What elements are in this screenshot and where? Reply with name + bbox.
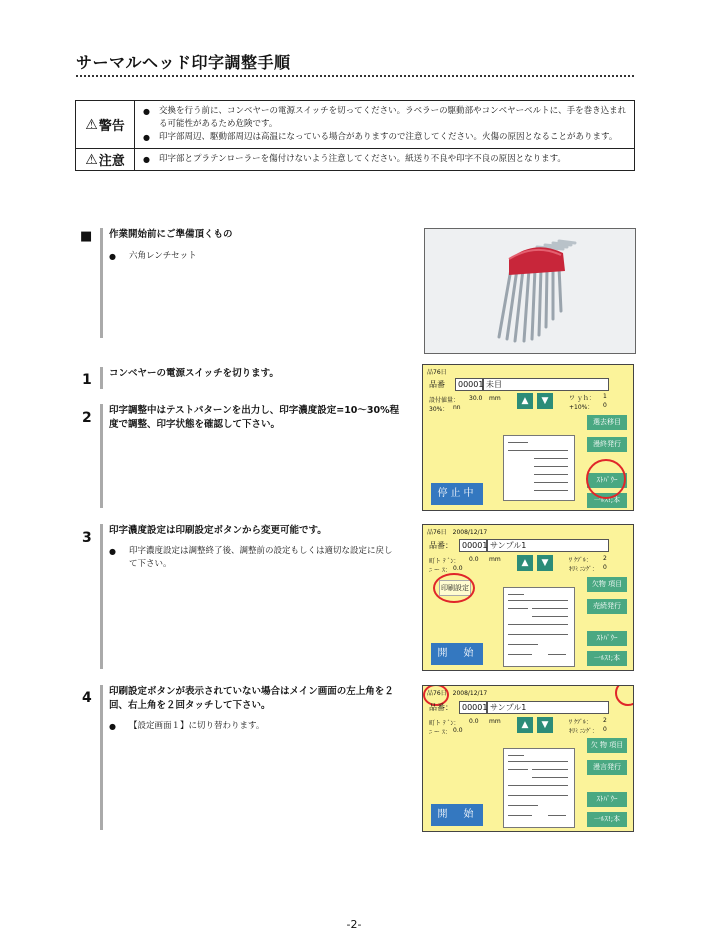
counter-value: 1 bbox=[603, 393, 607, 400]
issue-button[interactable]: 漫言発行 bbox=[587, 760, 627, 775]
highlight-circle-right bbox=[615, 685, 634, 706]
warning-triangle-icon: ⚠ bbox=[85, 116, 98, 133]
touch-screen-start bbox=[422, 524, 634, 671]
product-name-field[interactable]: 未目 bbox=[483, 378, 609, 391]
step-number: 1 bbox=[82, 372, 92, 388]
step-number: 2 bbox=[82, 410, 92, 426]
prep-bullet: ● 六角レンチセット bbox=[109, 251, 197, 261]
setting-label: 30%： bbox=[429, 406, 449, 413]
issue-button[interactable]: 漫終発行 bbox=[587, 437, 627, 452]
counter-label: ﾜ ｸﾌﾞﾙ： bbox=[569, 557, 592, 564]
setting-label: 町ト ﾃ ﾞﾝ： bbox=[429, 720, 460, 727]
setting-value: 0.0 bbox=[453, 727, 463, 734]
setting-value: 30.0 bbox=[469, 395, 483, 402]
issue-button[interactable]: 売続発行 bbox=[587, 599, 627, 614]
hex-wrench-photo bbox=[424, 228, 636, 354]
down-arrow-button[interactable]: ▼ bbox=[537, 555, 553, 571]
caution-label: ⚠ 注意 bbox=[76, 149, 135, 170]
prep-section bbox=[100, 228, 403, 338]
up-arrow-button[interactable]: ▲ bbox=[517, 717, 533, 733]
setting-value: nn bbox=[453, 404, 461, 411]
setting-label: 町ト ﾃ ﾞﾝ： bbox=[429, 558, 460, 565]
caution-row bbox=[76, 148, 634, 170]
step-4 bbox=[100, 685, 408, 830]
screen-header: 品76日 2008/12/17 bbox=[427, 690, 488, 697]
single-issue-button[interactable]: 一ﾙｽ!;本 bbox=[587, 812, 627, 827]
up-arrow-button[interactable]: ▲ bbox=[517, 393, 533, 409]
step-heading: コンベヤーの電源スイッチを切ります。 bbox=[109, 368, 279, 379]
counter-value: 0 bbox=[603, 402, 607, 409]
highlight-circle bbox=[433, 573, 475, 603]
product-label: 品番： bbox=[429, 541, 453, 550]
counter-label: ワ ｙｈ： bbox=[569, 395, 595, 402]
down-arrow-button[interactable]: ▼ bbox=[537, 717, 553, 733]
counter-label: ｷﾘﾐ ﾆﾝｸﾞ： bbox=[569, 566, 598, 573]
warning-label: ⚠ 警告 bbox=[76, 101, 135, 148]
menu-button[interactable]: 選去移目 bbox=[587, 415, 627, 430]
touch-screen-main bbox=[422, 364, 634, 511]
test-print-button[interactable]: ｽﾄﾊﾟｳｰ bbox=[587, 631, 627, 646]
product-code-field[interactable]: 00001 bbox=[459, 539, 487, 552]
status-button[interactable]: 停止中 bbox=[431, 483, 483, 505]
single-issue-button[interactable]: 一ﾙｽ!;本 bbox=[587, 651, 627, 666]
step-number: 4 bbox=[82, 690, 92, 706]
warning-row bbox=[76, 101, 634, 148]
step-heading: 印刷設定ボタンが表示されていない場合はメイン画面の左上角を２回、右上角を２回タッチして下さい。 bbox=[109, 686, 394, 711]
product-label: 品番： bbox=[429, 703, 453, 712]
product-code-field[interactable]: 00001 bbox=[459, 701, 487, 714]
product-code-field[interactable]: 00001 bbox=[455, 378, 483, 391]
down-arrow-button[interactable]: ▼ bbox=[537, 393, 553, 409]
test-print-button[interactable]: ｽﾄﾊﾟｳｰ bbox=[587, 792, 627, 807]
menu-button[interactable]: 欠 物 項目 bbox=[587, 738, 627, 753]
counter-label: +10%： bbox=[569, 404, 594, 411]
setting-label: ﾆ ー ｽ： bbox=[429, 729, 451, 736]
label-preview bbox=[503, 748, 575, 828]
setting-value: 0.0 bbox=[453, 565, 463, 572]
counter-value: 0 bbox=[603, 726, 607, 733]
product-name-field[interactable]: サンプル1 bbox=[487, 701, 609, 714]
page-number: -2- bbox=[346, 918, 362, 931]
setting-unit: mm bbox=[489, 395, 501, 402]
step-heading: 印字調整中はテストパターンを出力し、印字濃度設定=10〜30%程度で調整、印字状態を確認して下さい。 bbox=[109, 405, 400, 430]
highlight-circle bbox=[586, 459, 626, 499]
step-bullet: ● 【設定画面１】に切り替わります。 bbox=[109, 721, 265, 731]
label-preview bbox=[503, 435, 575, 501]
caution-triangle-icon: ⚠ bbox=[85, 151, 98, 168]
setting-value: 0.0 bbox=[469, 718, 479, 725]
setting-value: 0.0 bbox=[469, 556, 479, 563]
step-number: 3 bbox=[82, 530, 92, 546]
step-heading: 印字濃度設定は印刷設定ボタンから変更可能です。 bbox=[109, 525, 327, 536]
step-3 bbox=[100, 524, 408, 669]
counter-value: 2 bbox=[603, 717, 607, 724]
setting-label: ﾆ ー ｽ： bbox=[429, 567, 451, 574]
test-print-button[interactable]: ｽﾄﾊﾟｳｰ bbox=[587, 473, 627, 488]
title-divider bbox=[76, 75, 634, 77]
single-issue-button[interactable]: 一ﾙｽ!;本 bbox=[587, 493, 627, 508]
screen-header: 品76日 2008/12/17 bbox=[427, 529, 488, 536]
prep-heading: 作業開始前にご準備頂くもの bbox=[109, 229, 233, 240]
counter-label: ｷﾘﾐ ﾆﾝｸﾞ： bbox=[569, 728, 598, 735]
touch-screen-settings bbox=[422, 685, 634, 832]
warning-table bbox=[75, 100, 635, 171]
screen-header: 品76日 bbox=[427, 369, 447, 376]
up-arrow-button[interactable]: ▲ bbox=[517, 555, 533, 571]
counter-label: ﾜ ｸﾌﾞﾙ： bbox=[569, 719, 592, 726]
counter-value: 2 bbox=[603, 555, 607, 562]
caution-bullet: ● 印字部とプラテンローラーを傷付けないよう注意してください。紙送り不良や印字不良の原因となります。 bbox=[143, 154, 566, 164]
product-name-field[interactable]: サンプル1 bbox=[487, 539, 609, 552]
menu-button[interactable]: 欠物 項目 bbox=[587, 577, 627, 592]
setting-unit: mm bbox=[489, 556, 501, 563]
setting-unit: mm bbox=[489, 718, 501, 725]
step-1 bbox=[100, 367, 403, 389]
counter-value: 0 bbox=[603, 564, 607, 571]
start-button[interactable]: 開 始 bbox=[431, 643, 483, 665]
warning-bullet: ● 印字部周辺、駆動部周辺は高温になっている場合がありますので注意してください。火傷の原因となることがあります。 bbox=[143, 132, 618, 142]
prep-marker: ■ bbox=[80, 229, 93, 244]
label-preview bbox=[503, 587, 575, 667]
warning-bullet: ● 交換を行う前に、コンベヤーの電源スイッチを切ってください。ラベラーの駆動部やコンベヤーベルトに、手を巻き込まれる可能性があるため危険です。 bbox=[143, 106, 627, 129]
setting-label: 設付値量： bbox=[429, 397, 460, 404]
step-2 bbox=[100, 404, 403, 508]
print-settings-button[interactable]: 印刷設定 bbox=[439, 580, 471, 596]
page-title: サーマルヘッド印字調整手順 bbox=[76, 53, 291, 72]
start-button[interactable]: 開 始 bbox=[431, 804, 483, 826]
step-bullet: ● 印字濃度設定は調整終了後、調整前の設定もしくは適切な設定に戻して下さい。 bbox=[109, 546, 393, 569]
product-label: 品番 bbox=[429, 380, 445, 389]
